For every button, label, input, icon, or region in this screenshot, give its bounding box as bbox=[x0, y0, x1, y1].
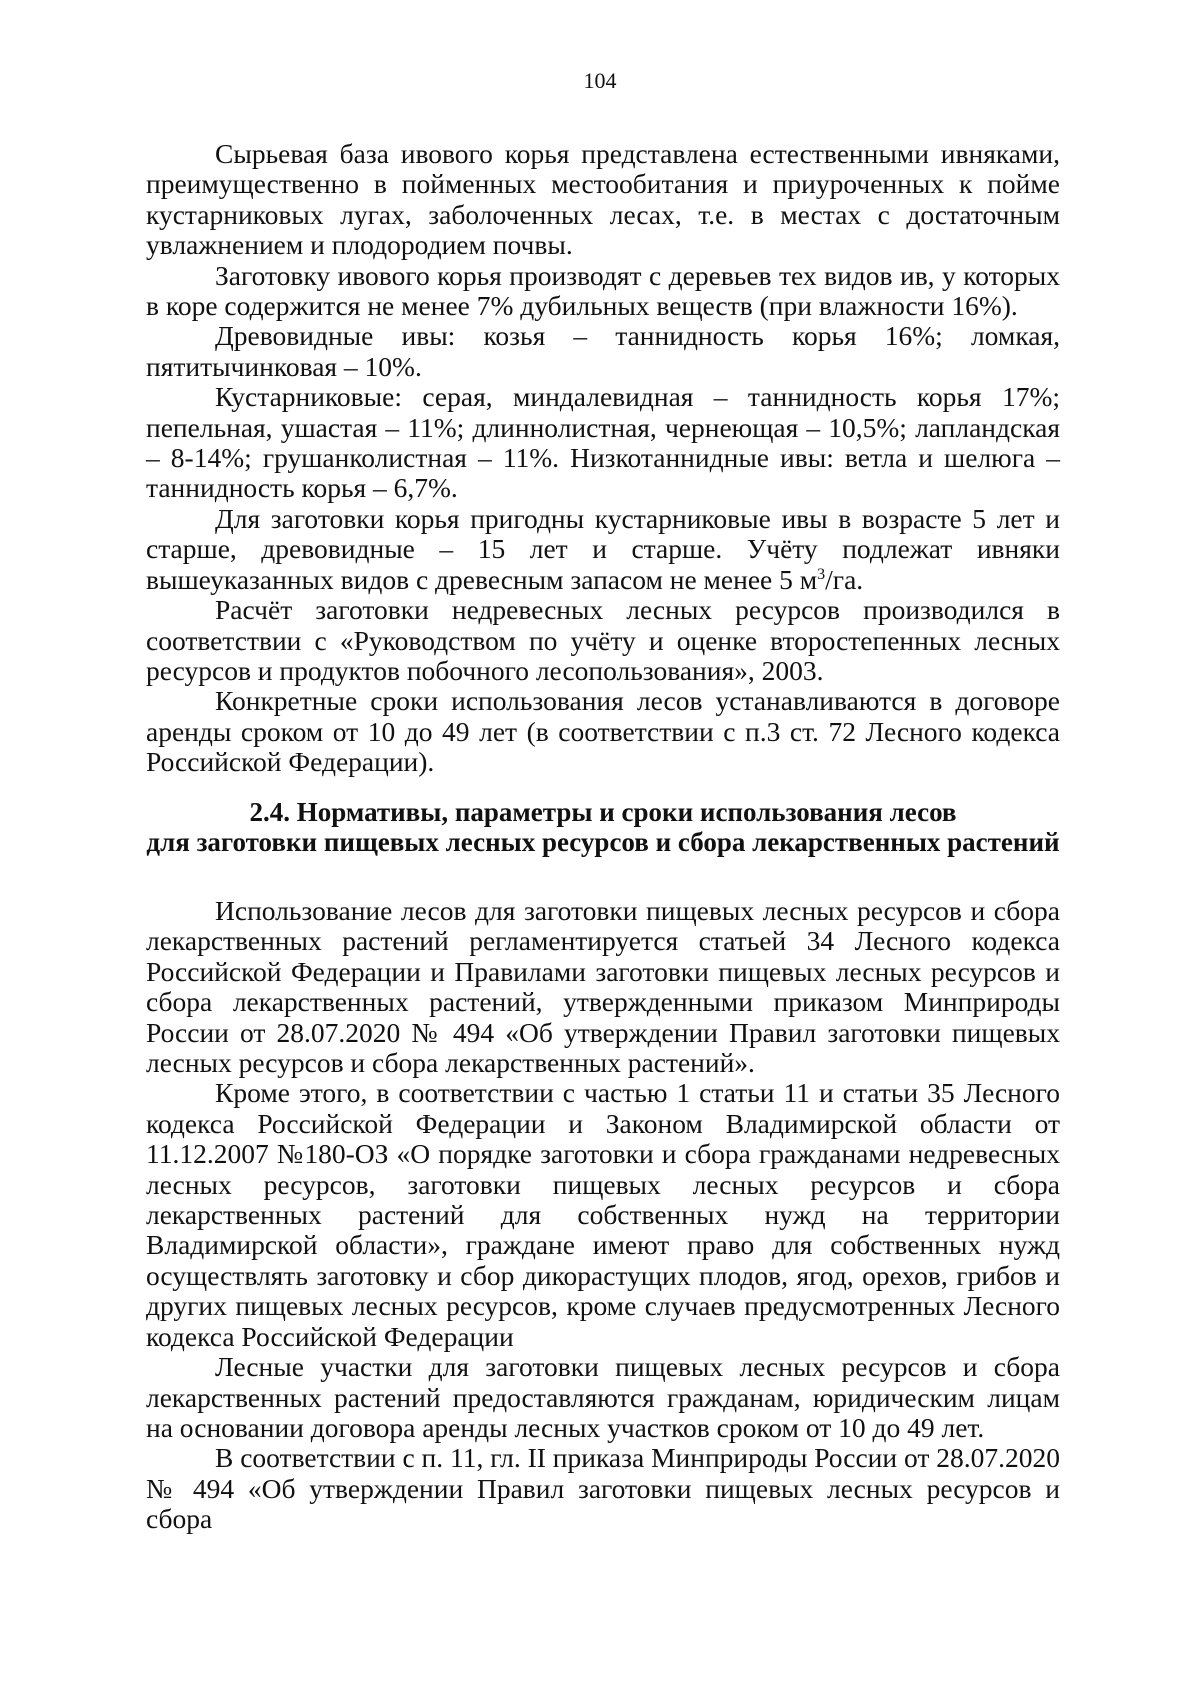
section-heading-line-2: для заготовки пищевых лесных ресурсов и сбора лекарственных растений bbox=[146, 827, 1060, 857]
paragraph-harvest-condition: Заготовку ивового корья производят с деревьев тех видов ив, у которых в коре содержится не менее 7% дубильных веществ (при влажности 16%). bbox=[146, 259, 1060, 322]
section-heading-line-1: 2.4. Нормативы, параметры и сроки использования лесов bbox=[249, 797, 957, 827]
volume-tail: /га. bbox=[825, 563, 864, 595]
paragraph-order-reference: В соответствии с п. 11, гл. II приказа Минприроды России от 28.07.2020 № 494 «Об утверждении Правил заготовки пищевых лесных ресурсов и сбора bbox=[146, 1442, 1060, 1535]
paragraph-lease-terms: Конкретные сроки использования лесов устанавливаются в договоре аренды сроком от 10 до 49 лет (в соответствии с п.3 ст. 72 Лесного кодекса Российской Федерации). bbox=[146, 685, 1060, 778]
paragraph-land-plots: Лесные участки для заготовки пищевых лесных ресурсов и сбора лекарственных растений предоставляются гражданам, юридическим лицам на основании договора аренды лесных участков сроком от 10 до 49 лет. bbox=[146, 1351, 1060, 1443]
page-number: 104 bbox=[583, 68, 617, 93]
paragraph-suitable-willows bbox=[146, 504, 1060, 595]
paragraph-shrub-willows: Кустарниковые: серая, миндалевидная – таннидность корья 17%; пепельная, ушастая – 11%; длиннолистная, чернеющая – 10,5%; лапландская – 8-14%; грушанколистная – 11%. Низкотаннидные ивы: ветла и шелюга – таннидность корья – 6,7%. bbox=[146, 381, 1060, 504]
paragraph-citizen-rights: Кроме этого, в соответствии с частью 1 статьи 11 и статьи 35 Лесного кодекса Российской Федерации и Законом Владимирской области от 11.12.2007 №180-ОЗ «О порядке заготовки и сбора гражданами недревесных лесных ресурсов, заготовки пищевых лесных ресурсов и сбора лекарственных растений для собственных нужд на территории Владимирской области», граждане имеют право для собственных нужд осуществлять заготовку и сбор дикорастущих плодов, ягод, орехов, грибов и других пищевых лесных ресурсов, кроме случаев предусмотренных Лесного кодекса Российской Федерации bbox=[146, 1077, 1060, 1352]
paragraph-raw-material-base: Сырьевая база ивового корья представлена естественными ивняками, преимущественно в пойменных местообитания и приуроченных к пойме кустарниковых лугах, заболоченных лесах, т.е. в местах с достаточным увлажнением и плодородием почвы. bbox=[146, 138, 1060, 261]
section-heading bbox=[146, 797, 1060, 857]
intro-text bbox=[146, 139, 1060, 778]
section-text bbox=[146, 896, 1060, 1535]
volume-text: Для заготовки корья пригодны кустарниковые ивы в возрасте 5 лет и старше, древовидные – 15 лет и старше. Учёту подлежат ивняки вышеуказанных видов с древесным запасом не менее 5 м bbox=[146, 502, 1060, 595]
paragraph-tree-willows: Древовидные ивы: козья – таннидность корья 16%; ломкая, пятитычинковая – 10%. bbox=[146, 320, 1060, 382]
paragraph-regulation: Использование лесов для заготовки пищевых лесных ресурсов и сбора лекарственных растений регламентируется статьей 34 Лесного кодекса Российской Федерации и Правилами заготовки пищевых лесных ресурсов и сбора лекарственных растений, утвержденными приказом Минприроды России от 28.07.2020 № 494 «Об утверждении Правил заготовки пищевых лесных ресурсов и сбора лекарственных растений». bbox=[146, 895, 1060, 1079]
volume-superscript: 3 bbox=[817, 565, 826, 583]
paragraph-calculation-basis: Расчёт заготовки недревесных лесных ресурсов производился в соответствии с «Руководством по учёту и оценке второстепенных лесных ресурсов и продуктов побочного лесопользования», 2003. bbox=[146, 594, 1060, 686]
